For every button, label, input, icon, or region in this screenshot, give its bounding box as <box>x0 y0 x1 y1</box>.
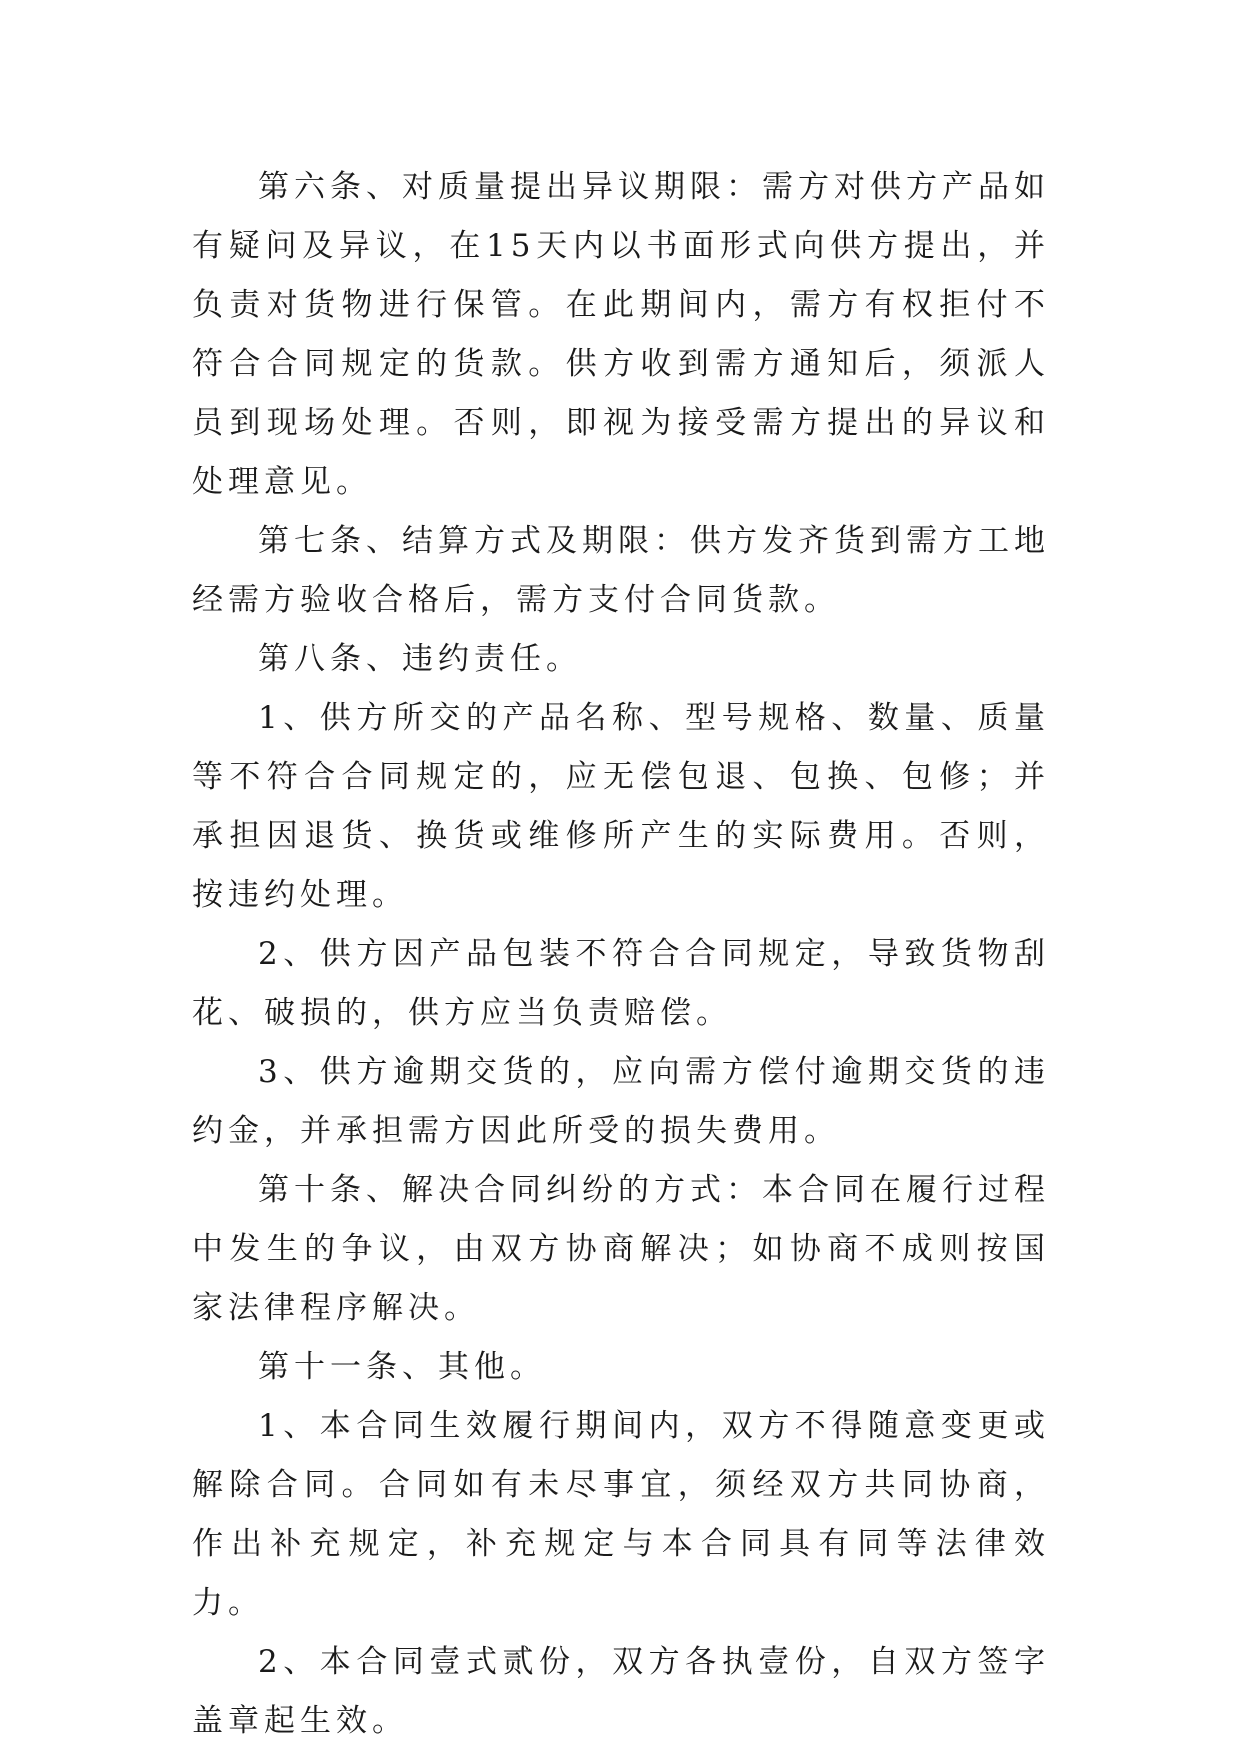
clause-7-settlement: 第七条、结算方式及期限：供方发齐货到需方工地经需方验收合格后，需方支付合同货款。 <box>192 523 1050 618</box>
clause-11-item-1: 1、本合同生效履行期间内，双方不得随意变更或解除合同。合同如有未尽事宜，须经双方共同协商，作出补充规定，补充规定与本合同具有同等法律效力。 <box>192 1408 1050 1621</box>
clause-8-item-1: 1、供方所交的产品名称、型号规格、数量、质量等不符合合同规定的，应无偿包退、包换、包修；并承担因退货、换货或维修所产生的实际费用。否则，按违约处理。 <box>192 700 1050 913</box>
clause-11-heading: 第十一条、其他。 <box>258 1349 546 1385</box>
clause-8-heading: 第八条、违约责任。 <box>258 641 582 677</box>
clause-11-item-2: 2、本合同壹式贰份，双方各执壹份，自双方签字盖章起生效。 <box>192 1644 1050 1739</box>
clause-10-dispute: 第十条、解决合同纠纷的方式：本合同在履行过程中发生的争议，由双方协商解决；如协商不成则按国家法律程序解决。 <box>192 1172 1050 1326</box>
clause-8-item-3: 3、供方逾期交货的，应向需方偿付逾期交货的违约金，并承担需方因此所受的损失费用。 <box>192 1054 1050 1149</box>
clause-8-item-2: 2、供方因产品包装不符合合同规定，导致货物刮花、破损的，供方应当负责赔偿。 <box>192 936 1050 1031</box>
clause-6-quality-objection: 第六条、对质量提出异议期限：需方对供方产品如有疑问及异议，在15天内以书面形式向供方提出，并负责对货物进行保管。在此期间内，需方有权拒付不符合合同规定的货款。供方收到需方通知后，须派人员到现场处理。否则，即视为接受需方提出的异议和处理意见。 <box>192 169 1050 500</box>
document-body <box>192 158 1050 1751</box>
